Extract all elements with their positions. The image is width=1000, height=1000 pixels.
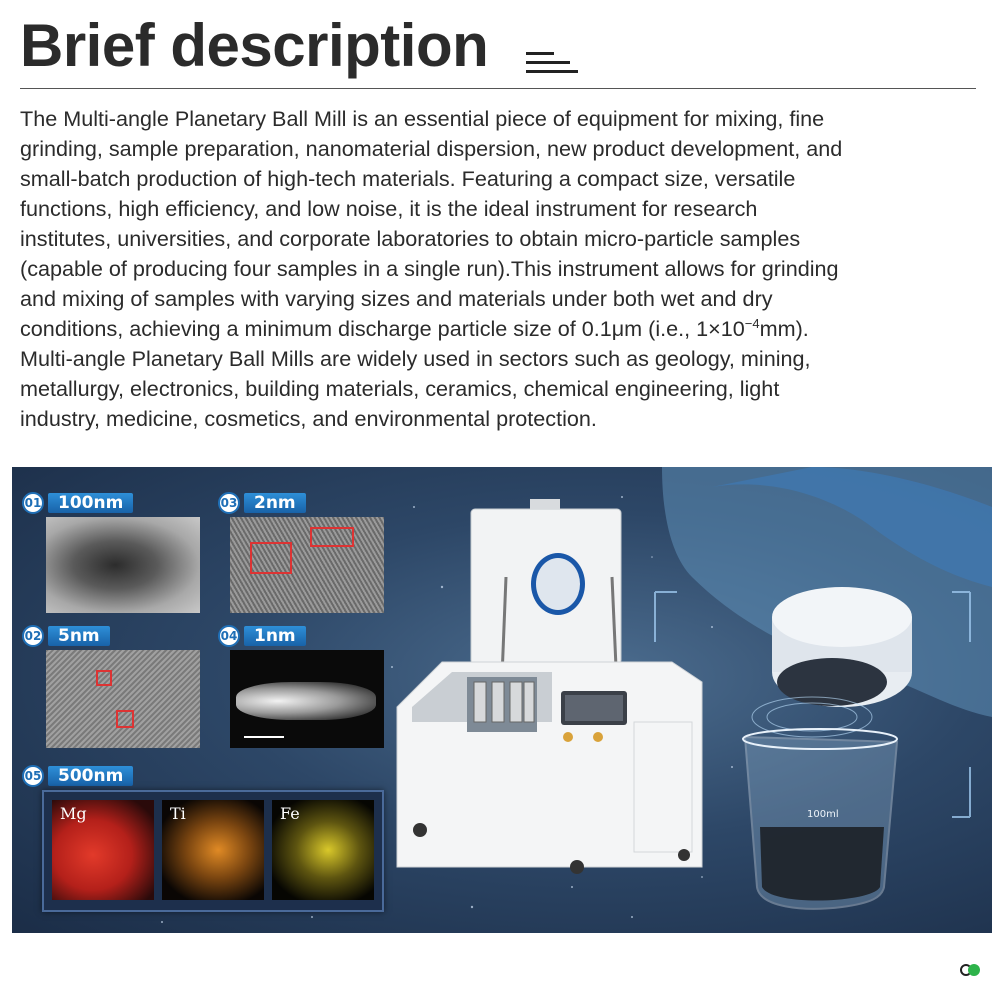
panel-tag-03 — [218, 492, 306, 514]
description-line: The Multi-angle Planetary Ball Mill is an essential piece of equipment for mixing, fine — [20, 106, 825, 131]
element-label: Fe — [280, 804, 300, 823]
page-title: Brief description — [20, 12, 489, 79]
description-text: conditions, achieving a minimum discharge particle size of 0.1μm (i.e., 1×10 — [20, 316, 745, 341]
exponent: −4 — [744, 315, 760, 331]
beaker-volume-label: 100ml — [807, 809, 839, 820]
title-divider — [20, 88, 976, 89]
panel-tag-04 — [218, 625, 306, 647]
description-line: industry, medicine, cosmetics, and environmental protection. — [20, 406, 597, 431]
panel-scale-label: 100nm — [48, 493, 133, 513]
panel-number: 05 — [22, 765, 44, 787]
panel-tag-05 — [22, 765, 133, 787]
eds-map-mg — [52, 800, 154, 900]
description-line: small-batch production of high-tech materials. Featuring a compact size, versatile — [20, 166, 796, 191]
eds-map-fe — [272, 800, 374, 900]
panel-number: 02 — [22, 625, 44, 647]
description-line: (capable of producing four samples in a single run).This instrument allows for grinding — [20, 256, 839, 281]
stem-image-1nm — [230, 650, 384, 748]
description-line — [20, 314, 982, 344]
description-text: mm). — [759, 316, 809, 341]
description-line: functions, high efficiency, and low noise, it is the ideal instrument for research — [20, 196, 758, 221]
description-line: metallurgy, electronics, building materials, ceramics, chemical engineering, light — [20, 376, 780, 401]
eds-map-panel — [42, 790, 384, 912]
panel-scale-label: 500nm — [48, 766, 133, 786]
description-paragraph — [20, 104, 982, 434]
panel-number: 01 — [22, 492, 44, 514]
tem-image-100nm — [46, 517, 200, 613]
element-label: Mg — [60, 804, 87, 823]
product-banner-image — [12, 467, 992, 933]
panel-tag-01 — [22, 492, 133, 514]
element-label: Ti — [170, 804, 186, 823]
panel-scale-label: 5nm — [48, 626, 110, 646]
eds-map-ti — [162, 800, 264, 900]
panel-number: 04 — [218, 625, 240, 647]
panel-scale-label: 1nm — [244, 626, 306, 646]
tem-image-2nm — [230, 517, 384, 613]
panel-tag-02 — [22, 625, 110, 647]
description-line: and mixing of samples with varying sizes and materials under both wet and dry — [20, 286, 773, 311]
title-decoration — [526, 52, 578, 76]
panel-number: 03 — [218, 492, 240, 514]
brand-logo-icon — [960, 964, 982, 978]
description-line: institutes, universities, and corporate laboratories to obtain micro-particle samples — [20, 226, 801, 251]
tem-image-5nm — [46, 650, 200, 748]
panel-scale-label: 2nm — [244, 493, 306, 513]
description-line: grinding, sample preparation, nanomaterial dispersion, new product development, and — [20, 136, 843, 161]
description-line: Multi-angle Planetary Ball Mills are widely used in sectors such as geology, mining, — [20, 346, 811, 371]
